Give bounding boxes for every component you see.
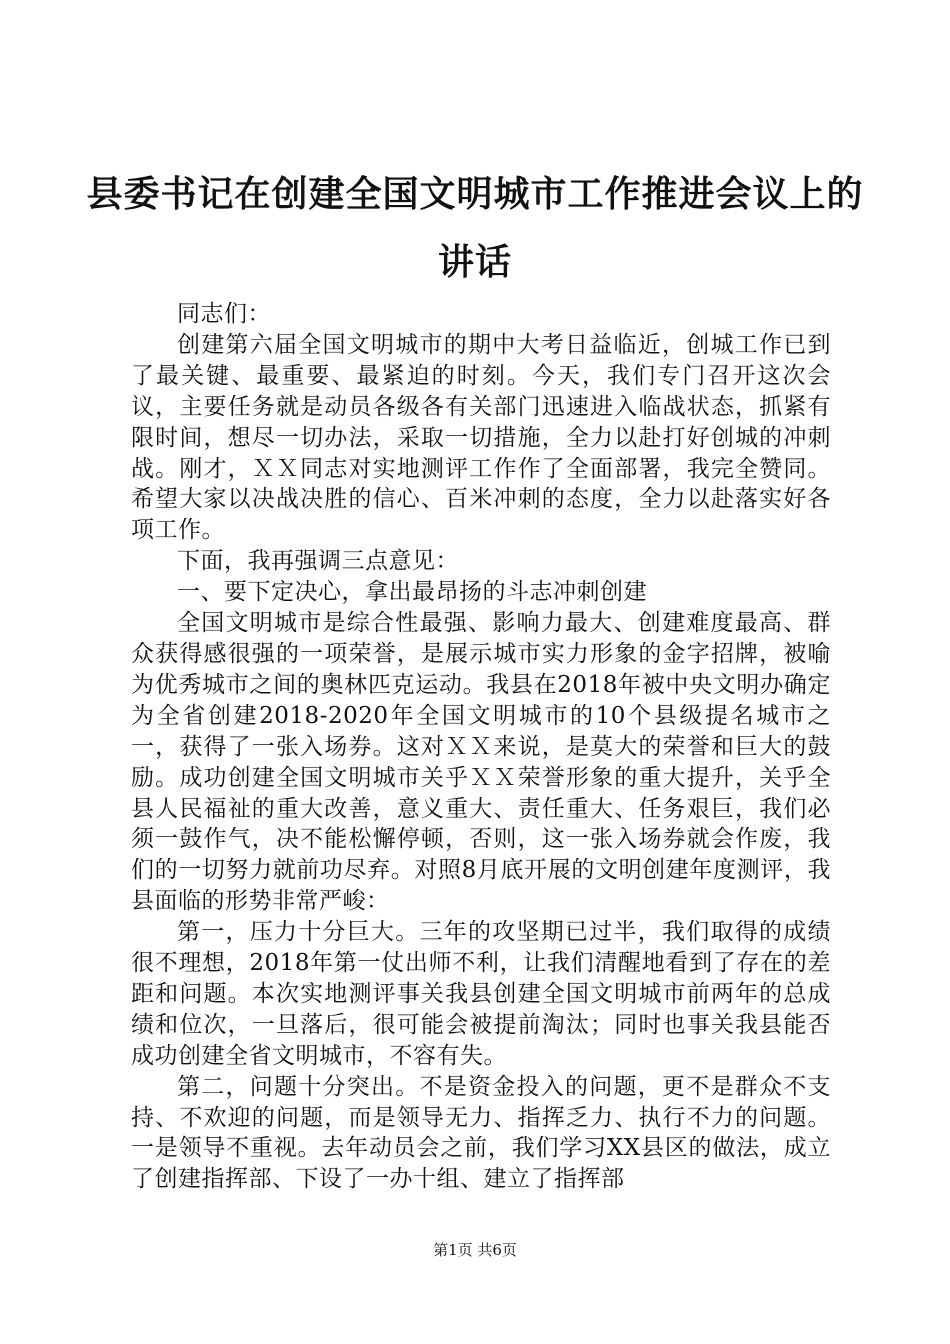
document-body [131, 299, 831, 1195]
paragraph-transition: 下面，我再强调三点意见： [177, 548, 459, 575]
section-heading-1: 一、要下定决心，拿出最昂扬的斗志冲刺创建 [177, 579, 647, 606]
paragraph-point-1: 第一，压力十分巨大。三年的攻坚期已过半，我们取得的成绩很不理想，2018年第一仗出师不利，让我们清醒地看到了存在的差距和问题。本次实地测评事关我县创建全国文明城市前两年的总成绩和位次，一旦落后，很可能会被提前淘汰；同时也事关我县能否成功创建全省文明城市，不容有失。 [131, 919, 831, 1069]
paragraph-point-2: 第二，问题十分突出。不是资金投入的问题，更不是群众不支持、不欢迎的问题，而是领导无力、指挥乏力、执行不力的问题。一是领导不重视。去年动员会之前，我们学习XX县区的做法，成立了创建指挥部、下设了一办十组、建立了指挥部 [131, 1073, 831, 1193]
paragraph-section-1: 全国文明城市是综合性最强、影响力最大、创建难度最高、群众获得感很强的一项荣誉，是展示城市实力形象的金字招牌，被喻为优秀城市之间的奥林匹克运动。我县在2018年被中央文明办确定为全省创建2018-2020年全国文明城市的10个县级提名城市之一，获得了一张入场券。这对ＸＸ来说，是莫大的荣誉和巨大的鼓励。成功创建全国文明城市关乎ＸＸ荣誉形象的重大提升，关乎全县人民福祉的重大改善，意义重大、责任重大、任务艰巨，我们必须一鼓作气，决不能松懈停顿，否则，这一张入场券就会作废，我们的一切努力就前功尽弃。对照8月底开展的文明创建年度测评，我县面临的形势非常严峻： [131, 610, 831, 915]
paragraph-salutation: 同志们： [177, 301, 271, 327]
document-title: 县委书记在创建全国文明城市工作推进会议上的讲话 [86, 173, 864, 283]
paragraph-intro: 创建第六届全国文明城市的期中大考日益临近，创城工作已到了最关键、最重要、最紧迫的时刻。今天，我们专门召开这次会议，主要任务就是动员各级各有关部门迅速进入临战状态，抓紧有限时间，想尽一切办法，采取一切措施，全力以赴打好创城的冲刺战。刚才，ＸＸ同志对实地测评工作作了全面部署，我完全赞同。希望大家以决战决胜的信心、百米冲刺的态度，全力以赴落实好各项工作。 [131, 331, 831, 544]
page-footer: 第1页 共6页 [433, 1241, 517, 1259]
